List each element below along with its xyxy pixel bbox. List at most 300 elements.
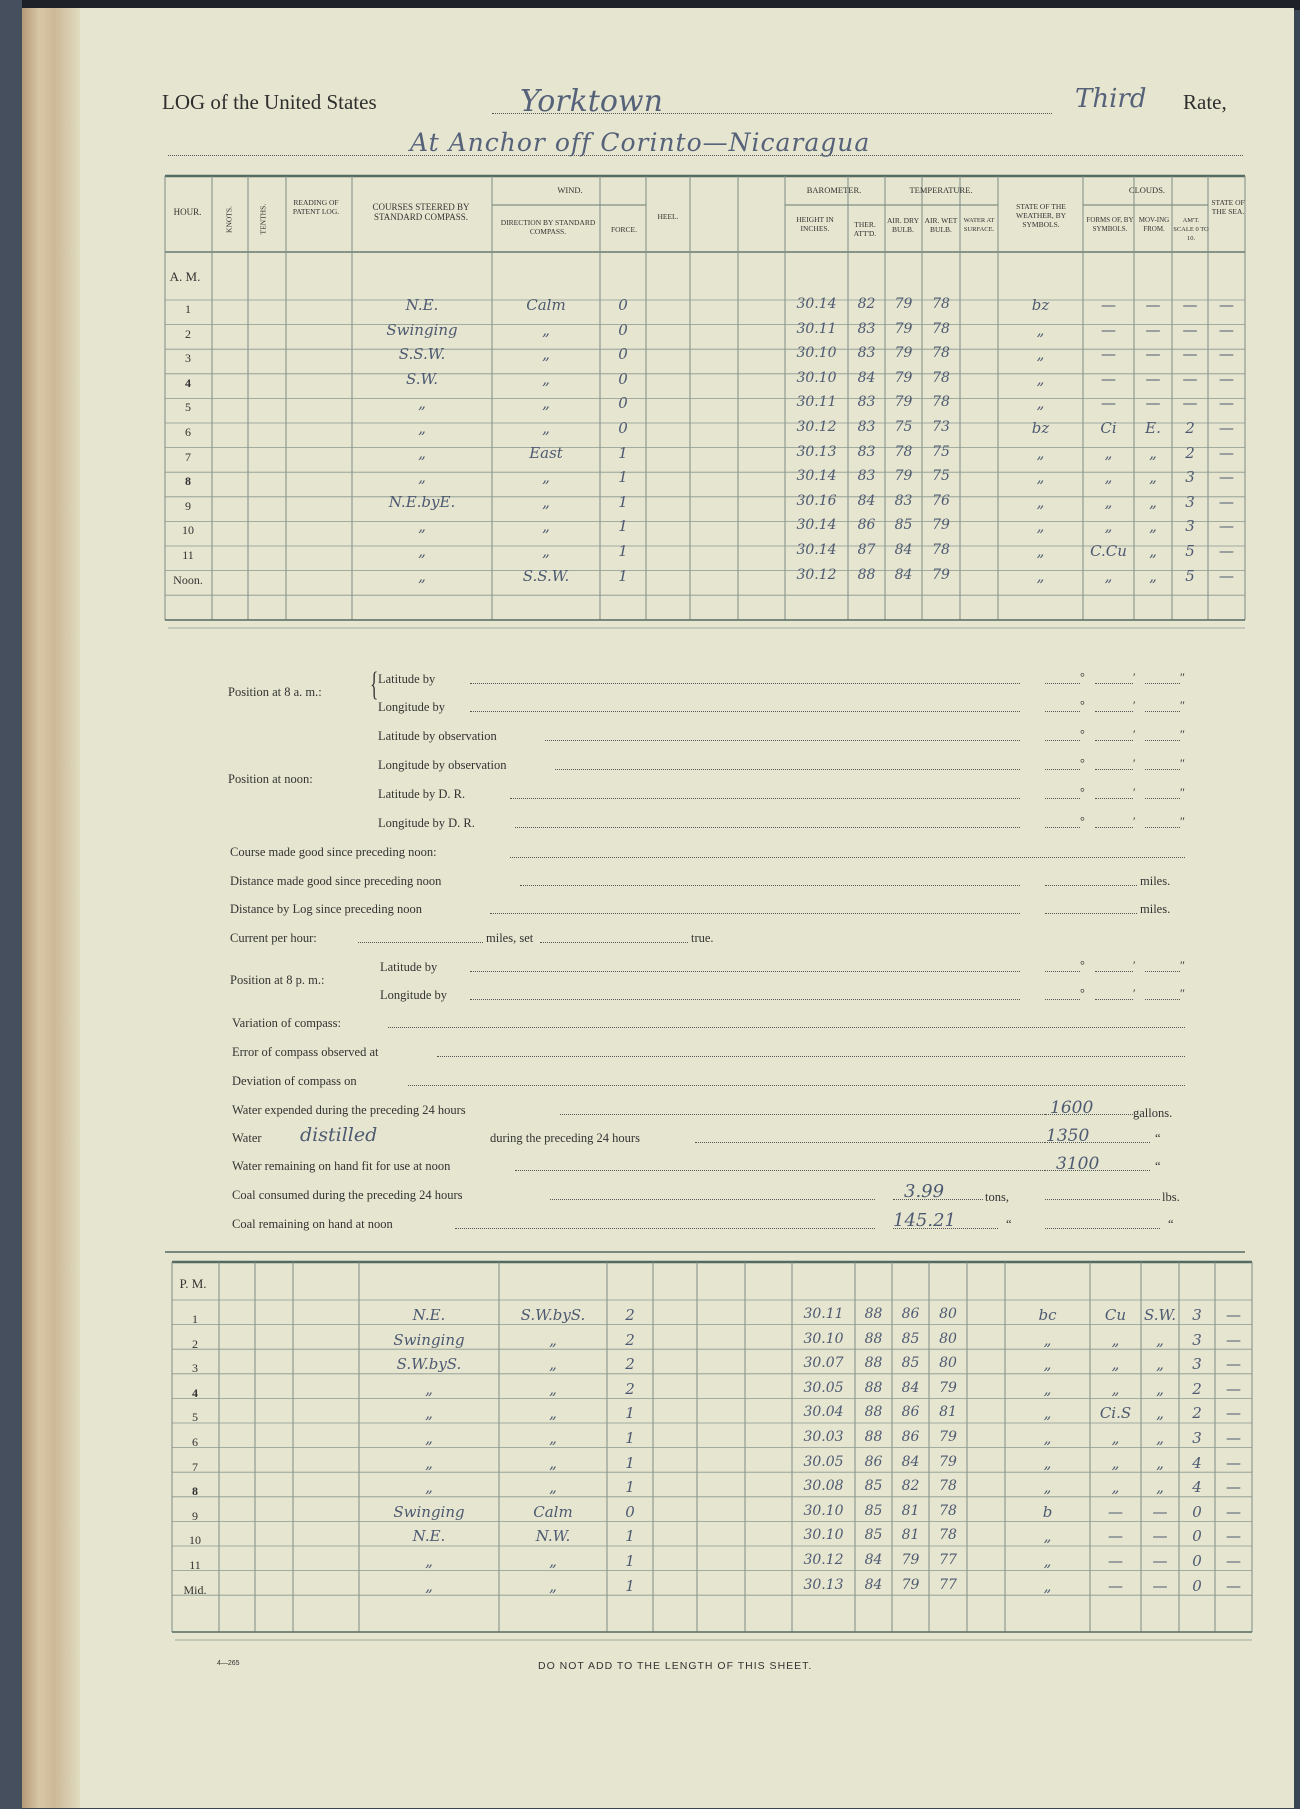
am-height-7: 30.13 [796, 443, 837, 460]
lat-by-8am: Latitude by [378, 672, 436, 686]
pm-sea-7: — [1226, 1453, 1241, 1472]
am-ther-5: 83 [857, 394, 876, 411]
am-wet-3: 78 [932, 345, 950, 362]
pm-wet-5: 81 [939, 1404, 957, 1421]
am-force-5: 0 [618, 394, 628, 413]
longdr-min-line [1095, 827, 1133, 828]
pm-wet-4: 79 [939, 1379, 957, 1396]
am-hour-7: 7 [185, 449, 191, 464]
pm-sea-12: — [1226, 1576, 1241, 1595]
pm-dry-10: 81 [901, 1527, 920, 1544]
coal-remaining-value: 145.21 [893, 1210, 956, 1231]
am-height-8: 30.14 [796, 468, 837, 485]
pm-moving-5: „ [1156, 1404, 1164, 1423]
pm-height-6: 30.03 [803, 1429, 844, 1445]
current-miles-set: miles, set [486, 931, 534, 945]
long-dr: Longitude by D. R. [378, 816, 475, 830]
am-ther-1: 82 [857, 296, 876, 312]
pm-ther-2: 88 [864, 1330, 883, 1347]
col-wind-direction: DIRECTION BY STANDARD COMPASS. [500, 218, 596, 236]
pm-dry-5: 86 [901, 1404, 920, 1421]
am-height-11: 30.14 [796, 542, 837, 558]
pm-hour-1: 1 [192, 1312, 198, 1326]
am-dir-5: „ [542, 394, 550, 413]
am-ther-4: 84 [857, 369, 876, 386]
am-course-9: N.E.byE. [388, 492, 456, 511]
am-hour-11: 11 [182, 548, 194, 562]
col-heel: HEEL. [657, 212, 679, 221]
am-amt-10: 3 [1185, 517, 1195, 536]
longobs-unit-1: ′ [1133, 756, 1136, 770]
pm-forms-5: Ci.S [1099, 1404, 1132, 1423]
pm-sea-1: — [1226, 1306, 1241, 1324]
long8pm-unit-0: ° [1080, 986, 1085, 1000]
pm-sea-2: — [1226, 1330, 1241, 1349]
am-moving-1: — [1145, 296, 1161, 314]
longobs-sec-line [1145, 769, 1180, 770]
pm-weather-9: b [1042, 1502, 1053, 1521]
am-hour-1: 1 [185, 302, 191, 316]
lat8pm-unit-2: ″ [1180, 958, 1185, 972]
course-good: Course made good since preceding noon: [230, 845, 437, 859]
error: Error of compass observed at [232, 1045, 379, 1059]
am-forms-8: „ [1104, 468, 1113, 487]
pm-hour-11: 11 [189, 1558, 201, 1572]
latdr-unit-0: ° [1080, 785, 1085, 799]
pm-course-1: N.E. [412, 1306, 446, 1324]
am-forms-12: „ [1104, 566, 1113, 585]
coal-cons-line [550, 1199, 875, 1200]
pm-moving-8: „ [1156, 1478, 1164, 1497]
water-distilled: distilled [300, 1124, 378, 1146]
col-amount: AM'T. SCALE 0 TO 10. [1173, 217, 1209, 242]
am-ther-12: 88 [857, 566, 876, 583]
pm-course-3: S.W.byS. [396, 1355, 462, 1374]
pm-moving-1: S.W. [1143, 1306, 1177, 1324]
pm-moving-11: — [1152, 1552, 1168, 1570]
am-force-9: 1 [618, 492, 628, 511]
am-wet-5: 78 [932, 394, 950, 411]
col-wind-force: FORCE. [610, 225, 638, 234]
am-forms-6: Ci [1100, 419, 1117, 437]
lat8pm-deg-line [1045, 971, 1080, 972]
longobs-leader [555, 769, 1020, 770]
am-course-5: „ [418, 394, 426, 413]
am-course-4: S.W. [405, 369, 439, 388]
pm-amt-12: 0 [1192, 1576, 1202, 1595]
pm-course-2: Swinging [393, 1330, 465, 1349]
am-wet-9: 76 [932, 492, 950, 509]
latdr-leader [510, 798, 1020, 799]
dist-log-miles: miles. [1140, 902, 1171, 916]
pm-ther-12: 84 [864, 1576, 883, 1593]
pm-ther-10: 85 [864, 1527, 883, 1544]
am-course-6: „ [418, 419, 426, 437]
pm-course-11: „ [425, 1552, 433, 1570]
pm-dir-12: „ [549, 1576, 557, 1595]
pm-force-1: 2 [625, 1306, 635, 1324]
pm-ther-9: 85 [864, 1502, 883, 1519]
am-hour-2: 2 [185, 326, 191, 341]
am-force-3: 0 [618, 345, 628, 364]
latobs-sec-line [1145, 740, 1180, 741]
am-sea-6: — [1219, 419, 1234, 437]
lat8am-leader [470, 683, 1020, 684]
am-ther-7: 83 [857, 443, 876, 460]
latdr-unit-2: ″ [1180, 785, 1185, 799]
lat8am-unit-1: ′ [1133, 670, 1136, 684]
dist-good: Distance made good since preceding noon [230, 874, 442, 888]
pm-force-8: 1 [625, 1478, 635, 1497]
pm-amt-6: 3 [1192, 1429, 1202, 1447]
pm-force-2: 2 [625, 1330, 635, 1349]
am-dry-10: 85 [894, 517, 913, 534]
pm-wet-3: 80 [939, 1355, 957, 1372]
long8pm-min-line [1095, 999, 1133, 1000]
am-force-1: 0 [618, 296, 628, 314]
am-dry-1: 79 [894, 296, 913, 312]
pm-hour-7: 7 [192, 1459, 198, 1474]
lat8pm-unit-1: ′ [1133, 958, 1136, 972]
am-weather-8: „ [1036, 468, 1045, 487]
am-wet-6: 73 [932, 419, 950, 435]
error-line [437, 1056, 1185, 1057]
am-dir-9: „ [542, 492, 550, 511]
lat-dr: Latitude by D. R. [378, 787, 466, 801]
pm-amt-8: 4 [1192, 1478, 1202, 1497]
pm-wet-1: 80 [939, 1306, 957, 1322]
am-moving-3: — [1145, 345, 1161, 364]
col-sea: STATE OF THE SEA. [1211, 198, 1245, 216]
water-exp-line [560, 1114, 1045, 1115]
pm-dir-9: Calm [533, 1502, 573, 1521]
am-force-6: 0 [618, 419, 628, 437]
coal-cons-lbs-line [1045, 1199, 1160, 1200]
latdr-sec-line [1145, 798, 1180, 799]
lat8am-min-line [1095, 683, 1133, 684]
pm-height-5: 30.04 [803, 1404, 844, 1421]
am-dry-9: 83 [894, 492, 913, 509]
am-forms-3: — [1101, 345, 1116, 364]
lat8am-sec-line [1145, 683, 1180, 684]
am-dir-11: „ [542, 542, 550, 560]
am-weather-3: „ [1036, 345, 1045, 364]
pm-height-4: 30.05 [803, 1379, 844, 1396]
lat8am-unit-0: ° [1080, 670, 1085, 684]
pm-force-6: 1 [625, 1429, 635, 1447]
pm-course-4: „ [425, 1379, 433, 1398]
am-height-1: 30.14 [796, 296, 837, 312]
am-amt-1: — [1182, 296, 1198, 314]
pm-ther-5: 88 [864, 1404, 883, 1421]
pm-hour-8: 8 [192, 1484, 198, 1499]
am-moving-11: „ [1149, 542, 1157, 560]
am-height-9: 30.16 [796, 492, 837, 509]
pm-sea-6: — [1226, 1429, 1241, 1447]
am-hour-4: 4 [185, 375, 191, 390]
pm-wet-9: 78 [939, 1502, 957, 1519]
coal-consumed-value: 3.99 [904, 1181, 945, 1202]
lat-by-8pm: Latitude by [380, 960, 438, 974]
am-height-2: 30.11 [796, 320, 837, 337]
am-moving-4: — [1145, 369, 1161, 388]
am-forms-11: C.Cu [1090, 542, 1127, 560]
am-amt-12: 5 [1185, 566, 1195, 585]
am-dir-3: „ [542, 345, 550, 364]
long8am-min-line [1095, 711, 1133, 712]
longobs-min-line [1095, 769, 1133, 770]
pm-amt-5: 2 [1192, 1404, 1202, 1423]
am-wet-1: 78 [932, 296, 950, 312]
am-weather-9: „ [1036, 492, 1045, 511]
pm-weather-11: „ [1043, 1552, 1052, 1570]
long8am-deg-line [1045, 711, 1080, 712]
dist-good-miles: miles. [1140, 874, 1171, 888]
water-expended-value: 1600 [1050, 1098, 1094, 1118]
am-course-8: „ [418, 468, 426, 487]
pm-dry-1: 86 [901, 1306, 920, 1322]
pm-amt-11: 0 [1192, 1552, 1202, 1570]
am-dir-6: „ [542, 419, 550, 437]
am-dry-6: 75 [894, 419, 913, 435]
pm-forms-4: „ [1111, 1379, 1120, 1398]
pm-sea-5: — [1226, 1404, 1241, 1423]
water-expended: Water expended during the preceding 24 hours [232, 1103, 466, 1117]
col-hour: HOUR. [173, 207, 202, 217]
coal-remaining: Coal remaining on hand at noon [232, 1217, 393, 1231]
long8pm-sec-line [1145, 999, 1180, 1000]
pm-amt-2: 3 [1192, 1330, 1202, 1349]
pm-ther-6: 88 [864, 1429, 883, 1445]
pm-forms-11: — [1108, 1552, 1123, 1570]
am-height-12: 30.12 [796, 566, 837, 583]
am-wet-4: 78 [932, 369, 950, 386]
pm-dry-8: 82 [901, 1478, 920, 1495]
pm-wet-2: 80 [939, 1330, 957, 1347]
pm-force-10: 1 [625, 1527, 635, 1546]
am-dry-12: 84 [894, 566, 913, 583]
pm-ther-1: 88 [864, 1306, 883, 1322]
pm-height-9: 30.10 [803, 1502, 844, 1519]
col-wind: WIND. [557, 185, 583, 195]
am-weather-10: „ [1036, 517, 1045, 536]
pm-forms-10: — [1108, 1527, 1123, 1546]
longobs-deg-line [1045, 769, 1080, 770]
variation: Variation of compass: [232, 1016, 342, 1030]
col-barometer: BAROMETER. [806, 185, 862, 195]
water-rem-line [515, 1170, 1045, 1171]
col-tenths: TENTHS. [258, 203, 268, 235]
am-dry-11: 84 [894, 542, 913, 558]
pm-weather-12: „ [1043, 1576, 1052, 1595]
long-by-8am: Longitude by [378, 700, 446, 714]
am-height-4: 30.10 [796, 369, 837, 386]
long8am-unit-1: ′ [1133, 698, 1136, 712]
am-force-4: 0 [618, 369, 628, 388]
am-weather-11: „ [1036, 542, 1045, 560]
am-sea-2: — [1219, 320, 1234, 339]
lat-obs: Latitude by observation [378, 729, 497, 743]
am-weather-1: bz [1031, 296, 1050, 314]
am-forms-4: — [1101, 369, 1116, 388]
am-hour-3: 3 [185, 351, 191, 366]
pm-weather-6: „ [1043, 1429, 1052, 1447]
lat8pm-leader [470, 971, 1020, 972]
lat8pm-min-line [1095, 971, 1133, 972]
longdr-leader [515, 827, 1020, 828]
location: At Anchor off Corinto—Nicaragua [410, 128, 871, 157]
col-temperature: TEMPERATURE. [909, 185, 973, 195]
am-hour-8: 8 [185, 474, 191, 489]
water-distilled-ditto: “ [1155, 1131, 1161, 1145]
col-moving: MOV-ING FROM. [1138, 216, 1170, 233]
pm-hour-5: 5 [192, 1410, 198, 1425]
lat8am-unit-2: ″ [1180, 670, 1185, 684]
pm-dir-4: „ [549, 1379, 557, 1398]
water-word: Water [232, 1131, 262, 1145]
latobs-unit-0: ° [1080, 727, 1085, 741]
pm-course-8: „ [425, 1478, 433, 1497]
long8am-unit-0: ° [1080, 698, 1085, 712]
coal-cons-val-line [893, 1199, 983, 1200]
pm-moving-3: „ [1156, 1355, 1164, 1374]
long8pm-deg-line [1045, 999, 1080, 1000]
pm-forms-6: „ [1111, 1429, 1120, 1447]
pm-moving-12: — [1152, 1576, 1168, 1595]
coal-consumed: Coal consumed during the preceding 24 hours [232, 1188, 463, 1202]
col-courses: COURSES STEERED BY STANDARD COMPASS. [372, 202, 470, 222]
pm-hour-10: 10 [189, 1533, 201, 1548]
longobs-unit-0: ° [1080, 756, 1085, 770]
latobs-unit-1: ′ [1133, 727, 1136, 741]
pm-dir-11: „ [549, 1552, 557, 1570]
pm-moving-7: „ [1156, 1453, 1164, 1472]
water-rem-val-line [1045, 1170, 1150, 1171]
pm-force-4: 2 [625, 1379, 635, 1398]
coal-remaining-ditto: “ [1006, 1217, 1012, 1231]
am-sea-8: — [1219, 468, 1234, 487]
am-force-8: 1 [618, 468, 628, 487]
am-hour-5: 5 [185, 400, 191, 415]
am-height-10: 30.14 [796, 517, 837, 534]
am-course-11: „ [418, 542, 426, 560]
am-sea-4: — [1219, 369, 1234, 388]
am-weather-2: „ [1036, 320, 1045, 339]
dist-good-miles-line [1045, 885, 1137, 886]
pm-moving-6: „ [1156, 1429, 1164, 1447]
pm-moving-9: — [1152, 1502, 1168, 1521]
pm-course-7: „ [425, 1453, 433, 1472]
am-force-12: 1 [618, 566, 628, 585]
pm-height-12: 30.13 [803, 1576, 844, 1593]
pm-height-1: 30.11 [803, 1306, 844, 1322]
deviation: Deviation of compass on [232, 1074, 357, 1088]
dist-log: Distance by Log since preceding noon [230, 902, 422, 916]
am-hour-12: Noon. [173, 572, 203, 587]
long-by-8pm: Longitude by [380, 988, 448, 1002]
am-forms-2: — [1101, 320, 1116, 339]
pm-ther-8: 85 [864, 1478, 883, 1495]
am-label: A. M. [169, 269, 201, 284]
am-course-3: S.S.W. [398, 345, 446, 364]
pm-dry-6: 86 [901, 1429, 920, 1445]
am-amt-2: — [1182, 320, 1198, 339]
pos-noon-label: Position at noon: [228, 772, 313, 786]
pm-course-6: „ [425, 1429, 433, 1447]
am-dry-3: 79 [894, 345, 913, 362]
am-forms-10: „ [1104, 517, 1113, 536]
pm-dir-6: „ [549, 1429, 557, 1447]
pm-forms-9: — [1108, 1502, 1123, 1521]
deviation-line [408, 1085, 1185, 1086]
longdr-sec-line [1145, 827, 1180, 828]
ship-name: Yorktown [520, 84, 663, 119]
pm-forms-1: Cu [1104, 1306, 1127, 1324]
tons: tons, [985, 1190, 1009, 1204]
pm-hour-3: 3 [192, 1361, 198, 1376]
am-height-5: 30.11 [796, 394, 837, 411]
am-dir-10: „ [542, 517, 550, 536]
am-sea-10: — [1219, 517, 1234, 536]
pm-weather-2: „ [1043, 1330, 1052, 1349]
col-forms: FORMS OF, BY SYMBOLS. [1086, 216, 1134, 233]
pm-weather-3: „ [1043, 1355, 1052, 1374]
pm-wet-10: 78 [939, 1527, 957, 1544]
am-wet-10: 79 [932, 517, 950, 534]
pm-dir-5: „ [549, 1404, 557, 1423]
pm-weather-7: „ [1043, 1453, 1052, 1472]
pm-weather-10: „ [1043, 1527, 1052, 1546]
pm-sea-3: — [1226, 1355, 1241, 1374]
lbs: lbs. [1162, 1190, 1180, 1204]
latobs-unit-2: ″ [1180, 727, 1185, 741]
col-clouds: CLOUDS. [1128, 185, 1166, 195]
am-forms-5: — [1101, 394, 1116, 413]
pm-amt-1: 3 [1192, 1306, 1202, 1324]
am-moving-7: „ [1149, 443, 1157, 462]
latobs-min-line [1095, 740, 1133, 741]
water-remaining-ditto: “ [1155, 1159, 1161, 1173]
longdr-unit-2: ″ [1180, 814, 1185, 828]
am-wet-12: 79 [932, 566, 950, 583]
long8am-unit-2: ″ [1180, 698, 1185, 712]
col-weather: STATE OF THE WEATHER, BY SYMBOLS. [1016, 202, 1066, 229]
pm-hour-6: 6 [192, 1435, 198, 1449]
am-course-1: N.E. [405, 296, 439, 314]
pm-amt-7: 4 [1192, 1453, 1202, 1472]
pm-dry-2: 85 [901, 1330, 920, 1347]
col-height: HEIGHT IN INCHES. [796, 215, 834, 233]
pm-wet-12: 77 [939, 1576, 957, 1593]
coal-rem-val-line [893, 1228, 998, 1229]
pm-height-7: 30.05 [803, 1453, 844, 1470]
pm-ther-3: 88 [864, 1355, 883, 1372]
am-ther-8: 83 [857, 468, 876, 485]
long8pm-unit-1: ′ [1133, 986, 1136, 1000]
lat8pm-sec-line [1145, 971, 1180, 972]
pos-8am-label: Position at 8 a. m.: [228, 685, 322, 699]
pm-sea-10: — [1226, 1527, 1241, 1546]
pm-forms-3: „ [1111, 1355, 1120, 1374]
current-line [358, 942, 483, 943]
pm-weather-5: „ [1043, 1404, 1052, 1423]
pm-weather-1: bc [1038, 1306, 1057, 1324]
pm-wet-6: 79 [939, 1429, 957, 1445]
water-remaining: Water remaining on hand fit for use at noon [232, 1159, 451, 1173]
current-label: Current per hour: [230, 931, 317, 945]
pm-dry-11: 79 [901, 1552, 920, 1568]
pm-hour-9: 9 [192, 1508, 198, 1523]
